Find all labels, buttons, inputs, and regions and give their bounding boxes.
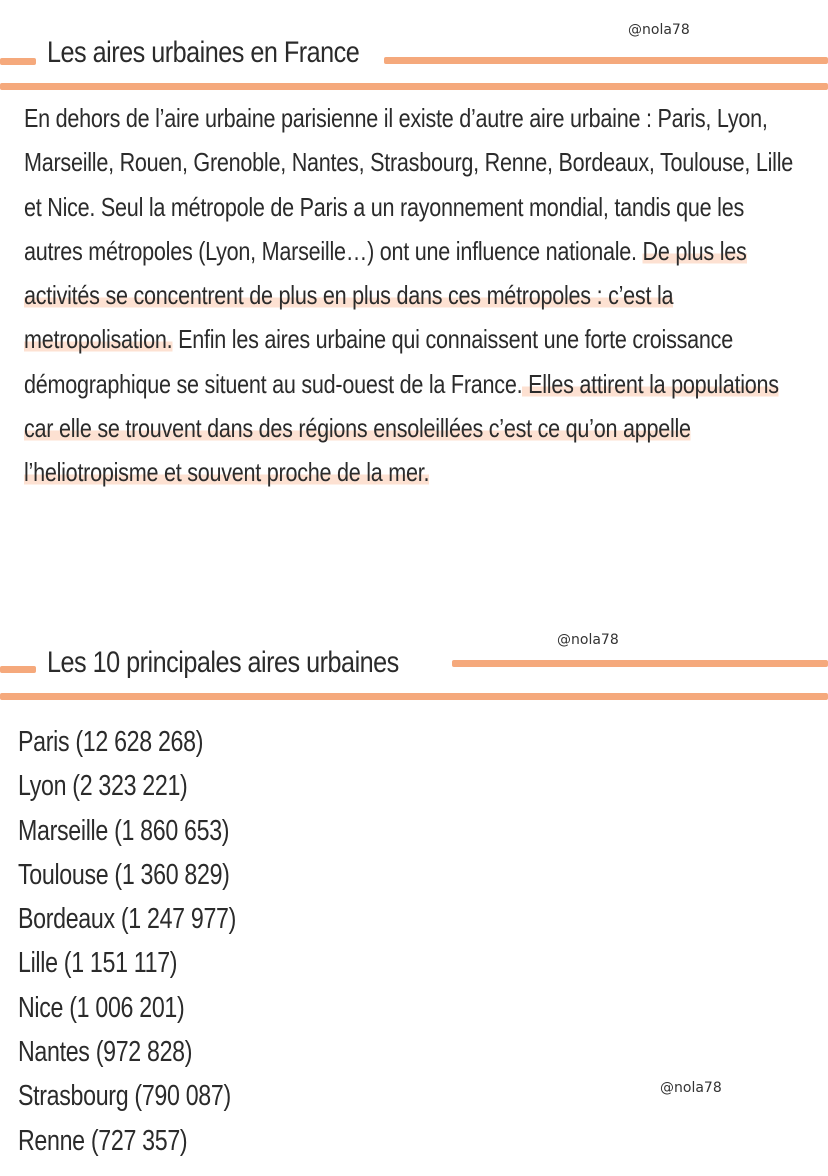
paragraph-text: Enfin les aires urbaine qui connaissent une forte croissance démographique se situent au sud-ouest de la France.	[24, 324, 733, 399]
paragraph-text: En dehors de l’aire urbaine parisienne il existe d’autre aire urbaine : Paris, Lyon, Marseille, Rouen, Grenoble, Nantes, Strasbourg, Renne, Bordeaux, Toulouse, Lille et Nice. Seul la métropole de Paris a un rayonnement mondial, tandis que les autres métropoles (Lyon, Marseille…) ont une influence nationale.	[24, 103, 794, 266]
section-divider	[0, 693, 828, 700]
list-item: Bordeaux (1 247 977)	[18, 903, 237, 936]
list-item: Lyon (2 323 221)	[18, 770, 188, 803]
list-item: Nice (1 006 201)	[18, 991, 185, 1024]
title-underline-right	[452, 660, 828, 667]
section-title: Les aires urbaines en France	[47, 36, 360, 69]
list-item: Marseille (1 860 653)	[18, 814, 230, 847]
watermark-middle: @nola78	[557, 632, 619, 648]
list-item: Paris (12 628 268)	[18, 726, 204, 758]
list-item: Toulouse (1 360 829)	[18, 858, 230, 891]
watermark-bottom: @nola78	[660, 1080, 722, 1096]
list-item: Renne (727 357)	[18, 1124, 188, 1157]
urban-areas-list	[18, 720, 236, 1163]
highlighted-text: Elles attirent la populations car elle se trouvent dans des régions ensoleillées c’est ce qu’on appelle l’heliotropisme et souvent proche de la mer.	[24, 368, 779, 488]
list-item: Strasbourg (790 087)	[18, 1080, 231, 1113]
title-underline-right	[384, 57, 828, 64]
highlighted-text: De plus les activités se concentrent de plus en plus dans ces métropoles : c’est la metropolisation.	[24, 235, 747, 355]
watermark-top: @nola78	[628, 22, 690, 38]
section-title: Les 10 principales aires urbaines	[47, 646, 399, 679]
list-item: Lille (1 151 117)	[18, 947, 178, 980]
title-underline-left	[0, 58, 36, 65]
title-underline-left	[0, 666, 36, 673]
section-divider	[0, 83, 828, 90]
list-item: Nantes (972 828)	[18, 1036, 193, 1069]
intro-paragraph	[24, 96, 796, 495]
